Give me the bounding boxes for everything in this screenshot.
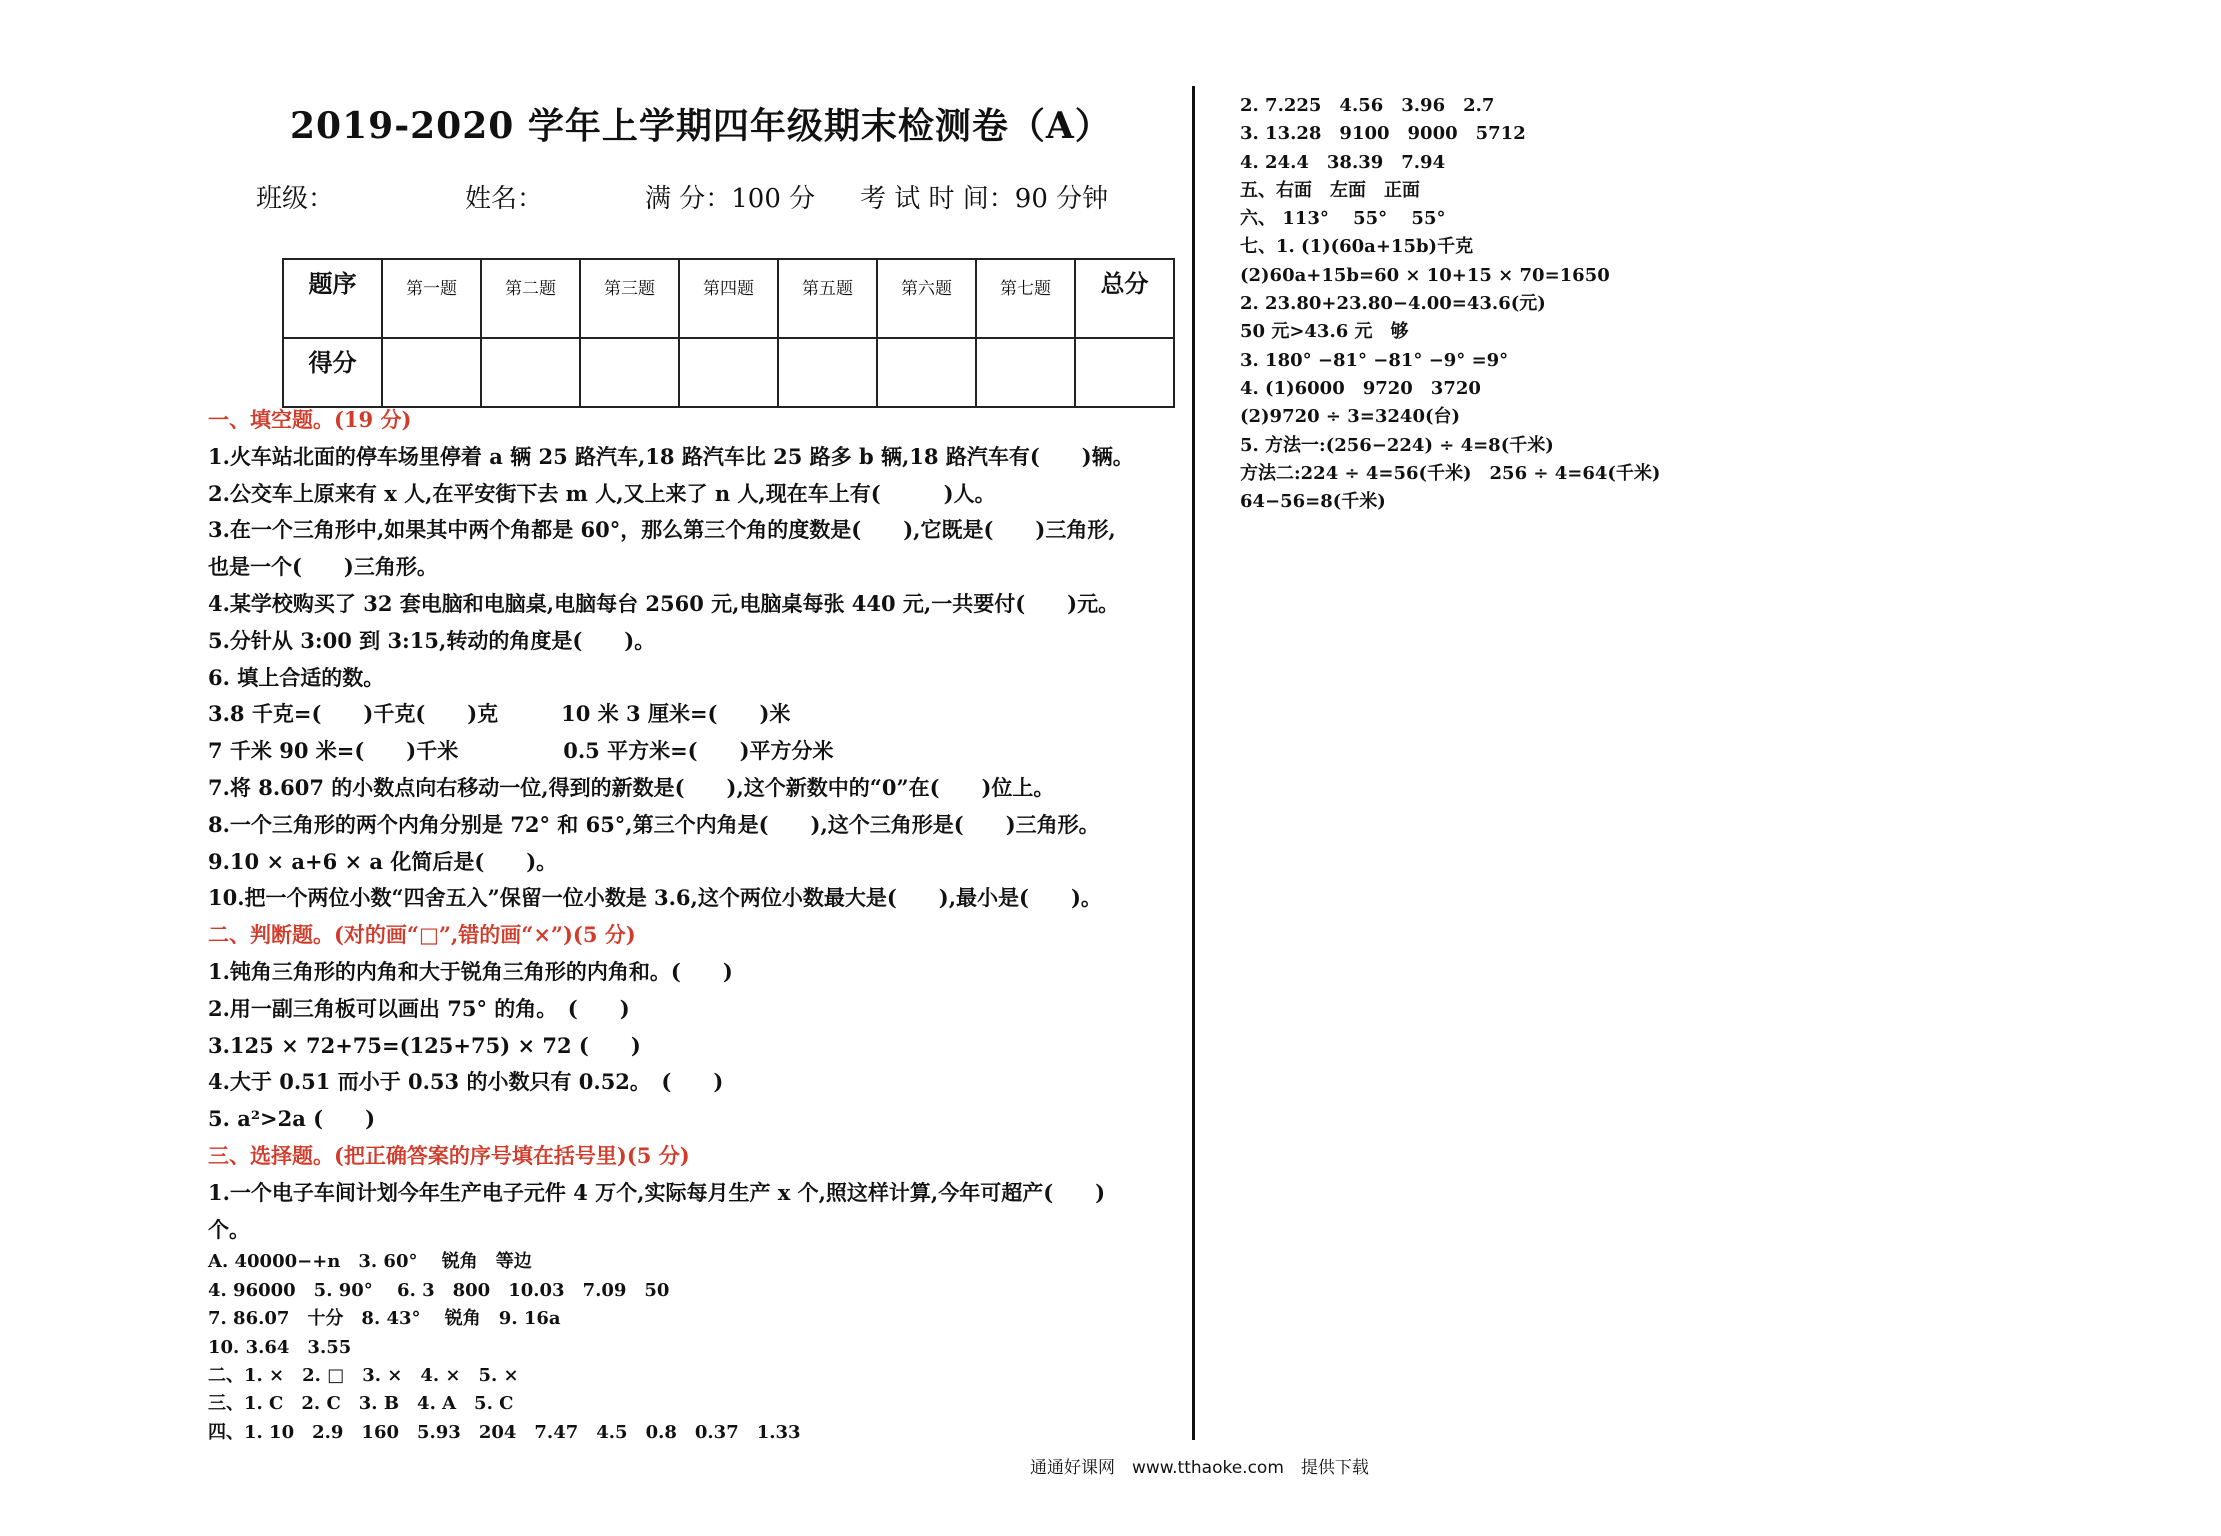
question-line: 也是一个( )三角形。	[208, 554, 438, 580]
question-line: 6. 填上合适的数。	[208, 664, 385, 690]
question-line: 5. a²>2a ( )	[208, 1106, 376, 1132]
answer-line: 六、 113° 55° 55°	[1240, 208, 1446, 230]
answer-line: (2)9720 ÷ 3=3240(台)	[1240, 406, 1461, 428]
column-divider	[1192, 86, 1195, 1440]
exam-time: 考 试 时 间：90 分钟	[860, 184, 1109, 214]
question-line: 7.将 8.607 的小数点向右移动一位,得到的新数是( ),这个新数中的“0”在( )位上。	[208, 774, 1055, 800]
score-table-score-row	[283, 338, 1174, 407]
col-q3: 第三题	[580, 259, 679, 338]
col-q4: 第四题	[679, 259, 778, 338]
score-cell	[580, 338, 679, 407]
section-heading-multiple-choice: 三、选择题。(把正确答案的序号填在括号里)(5 分)	[208, 1142, 690, 1168]
answer-line: 50 元>43.6 元 够	[1240, 321, 1409, 343]
score-cell	[1075, 338, 1174, 407]
answer-line: 2. 7.225 4.56 3.96 2.7	[1240, 95, 1495, 116]
question-line: 个。	[208, 1216, 250, 1242]
footer-source: 通通好课网 www.tthaoke.com 提供下载	[1030, 1458, 1369, 1478]
score-cell	[679, 338, 778, 407]
question-line: 1.钝角三角形的内角和大于锐角三角形的内角和。( )	[208, 958, 733, 984]
answer-line: 七、1. (1)(60a+15b)千克	[1240, 236, 1474, 258]
answer-line: A. 40000−+n 3. 60° 锐角 等边	[208, 1251, 532, 1273]
question-line: 3.125 × 72+75=(125+75) × 72 ( )	[208, 1032, 641, 1058]
col-q5: 第五题	[778, 259, 877, 338]
question-line: 2.用一副三角板可以画出 75° 的角。 ( )	[208, 995, 630, 1021]
score-cell	[976, 338, 1075, 407]
question-line: 7 千米 90 米=( )千米 0.5 平方米=( )平方分米	[208, 738, 834, 764]
answer-line: 2. 23.80+23.80−4.00=43.6(元)	[1240, 293, 1546, 315]
question-line: 5.分针从 3:00 到 3:15,转动的角度是( )。	[208, 627, 656, 653]
question-line: 1.火车站北面的停车场里停着 a 辆 25 路汽车,18 路汽车比 25 路多 b 辆,18 路汽车有( )辆。	[208, 443, 1134, 469]
col-total: 总分	[1075, 259, 1174, 338]
col-q2: 第二题	[481, 259, 580, 338]
row-label-score: 得分	[283, 338, 382, 407]
question-line: 8.一个三角形的两个内角分别是 72° 和 65°,第三个内角是( ),这个三角形是( )三角形。	[208, 811, 1100, 837]
answer-line: 4. (1)6000 9720 3720	[1240, 377, 1481, 399]
question-line: 10.把一个两位小数“四舍五入”保留一位小数是 3.6,这个两位小数最大是( ),最小是( )。	[208, 885, 1102, 911]
row-label-order: 题序	[283, 259, 382, 338]
answer-line: 四、1. 10 2.9 160 5.93 204 7.47 4.5 0.8 0.37 1.33	[208, 1421, 801, 1443]
score-table	[282, 258, 1175, 408]
answer-line: 3. 180° −81° −81° −9° =9°	[1240, 349, 1509, 371]
score-cell	[877, 338, 976, 407]
score-table-header-row	[283, 259, 1174, 338]
answer-line: 4. 24.4 38.39 7.94	[1240, 151, 1446, 173]
score-cell	[481, 338, 580, 407]
answer-line: 4. 96000 5. 90° 6. 3 800 10.03 7.09 50	[208, 1279, 670, 1301]
full-score: 满 分：100 分	[645, 184, 816, 214]
col-q6: 第六题	[877, 259, 976, 338]
answer-line: 5. 方法一:(256−224) ÷ 4=8(千米)	[1240, 434, 1554, 456]
class-label: 班级：	[256, 184, 335, 214]
question-line: 1.一个电子车间计划今年生产电子元件 4 万个,实际每月生产 x 个,照这样计算,今年可超产( )	[208, 1179, 1106, 1205]
col-q1: 第一题	[382, 259, 481, 338]
question-line: 3.8 千克=( )千克( )克 10 米 3 厘米=( )米	[208, 701, 791, 727]
score-cell	[382, 338, 481, 407]
name-label: 姓名：	[465, 184, 544, 214]
question-line: 9.10 × a+6 × a 化简后是( )。	[208, 848, 558, 874]
questions-column	[208, 402, 1178, 1447]
question-line: 4.大于 0.51 而小于 0.53 的小数只有 0.52。 ( )	[208, 1069, 724, 1095]
col-q7: 第七题	[976, 259, 1075, 338]
question-line: 4.某学校购买了 32 套电脑和电脑桌,电脑每台 2560 元,电脑桌每张 440 元,一共要付( )元。	[208, 590, 1120, 616]
answer-line: 二、1. × 2. □ 3. × 4. × 5. ×	[208, 1364, 519, 1386]
section-heading-true-false: 二、判断题。(对的画“□”,错的画“×”)(5 分)	[208, 922, 636, 948]
question-line: 2.公交车上原来有 x 人,在平安街下去 m 人,又上来了 n 人,现在车上有( )人。	[208, 480, 996, 506]
section-heading-fill-blank: 一、填空题。(19 分)	[208, 407, 412, 432]
question-line: 3.在一个三角形中,如果其中两个角都是 60°，那么第三个角的度数是( ),它既是( )三角形,	[208, 517, 1116, 543]
answer-line: (2)60a+15b=60 × 10+15 × 70=1650	[1240, 264, 1610, 286]
page-title: 2019-2020 学年上学期四年级期末检测卷（A）	[290, 105, 1112, 147]
answer-line: 10. 3.64 3.55	[208, 1336, 352, 1358]
answer-line: 三、1. C 2. C 3. B 4. A 5. C	[208, 1393, 514, 1415]
answer-line: 7. 86.07 十分 8. 43° 锐角 9. 16a	[208, 1308, 561, 1330]
answer-line: 五、右面 左面 正面	[1240, 179, 1420, 201]
answers-column	[1240, 92, 2140, 516]
answer-line: 方法二:224 ÷ 4=56(千米) 256 ÷ 4=64(千米)	[1240, 462, 1661, 484]
score-cell	[778, 338, 877, 407]
answer-line: 3. 13.28 9100 9000 5712	[1240, 123, 1526, 145]
answer-line: 64−56=8(千米)	[1240, 491, 1386, 513]
